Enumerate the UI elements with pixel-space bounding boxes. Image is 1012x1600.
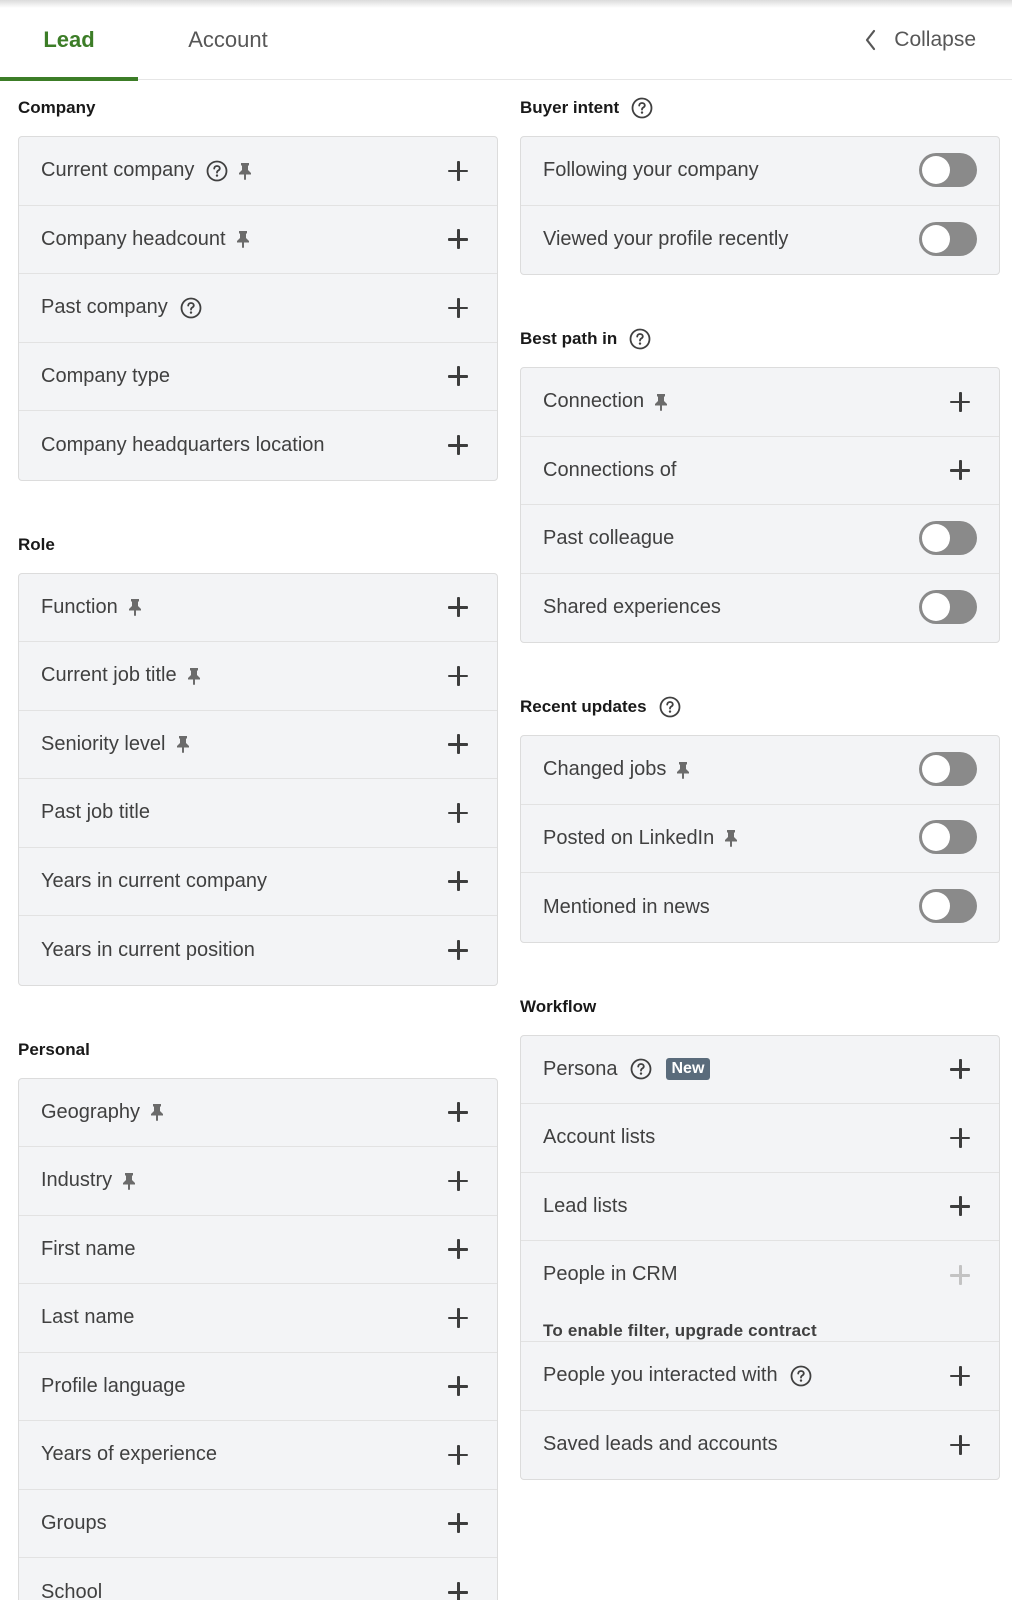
filter-function[interactable] bbox=[19, 574, 497, 643]
filter-label: Saved leads and accounts bbox=[543, 1433, 778, 1456]
filter-connection[interactable] bbox=[521, 368, 999, 437]
filter-current-company[interactable] bbox=[19, 137, 497, 206]
pin-icon bbox=[187, 667, 201, 685]
pin-icon bbox=[236, 230, 250, 248]
add-filter-button[interactable] bbox=[447, 1101, 469, 1123]
toggle-switch[interactable] bbox=[919, 521, 977, 555]
pin-icon bbox=[724, 829, 738, 847]
filter-label: Current company bbox=[41, 159, 195, 182]
filter-years-in-current-position[interactable] bbox=[19, 916, 497, 985]
filter-people-in-crm bbox=[521, 1241, 999, 1342]
filter-changed-jobs bbox=[521, 736, 999, 805]
filter-label: Groups bbox=[41, 1511, 107, 1534]
add-filter-button-disabled bbox=[949, 1264, 971, 1286]
filter-seniority-level[interactable] bbox=[19, 711, 497, 780]
filter-first-name[interactable] bbox=[19, 1216, 497, 1285]
filter-label: Past company bbox=[41, 296, 168, 319]
new-badge: New bbox=[666, 1058, 711, 1080]
filter-label: Last name bbox=[41, 1306, 135, 1329]
add-filter-button[interactable] bbox=[949, 1434, 971, 1456]
filter-label: Profile language bbox=[41, 1374, 186, 1397]
filter-industry[interactable] bbox=[19, 1147, 497, 1216]
filter-label: Company type bbox=[41, 364, 170, 387]
filter-group-recent-updates bbox=[520, 735, 1000, 943]
filter-company-headcount[interactable] bbox=[19, 206, 497, 275]
filter-label: People you interacted with bbox=[543, 1364, 778, 1387]
filter-group-personal bbox=[18, 1078, 498, 1600]
add-filter-button[interactable] bbox=[447, 596, 469, 618]
filter-people-you-interacted-with[interactable] bbox=[521, 1342, 999, 1411]
filter-label: Current job title bbox=[41, 664, 177, 687]
section-title-workflow: Workflow bbox=[520, 996, 597, 1016]
add-filter-button[interactable] bbox=[447, 802, 469, 824]
filter-label: School bbox=[41, 1580, 103, 1600]
tab-bar bbox=[0, 0, 1012, 80]
toggle-switch[interactable] bbox=[919, 820, 977, 854]
section-title-buyer-intent: Buyer intent bbox=[520, 80, 1000, 136]
pin-icon bbox=[150, 1103, 164, 1121]
chevron-left-icon bbox=[860, 28, 882, 52]
filter-years-of-experience[interactable] bbox=[19, 1421, 497, 1490]
section-title-personal: Personal bbox=[18, 1039, 90, 1059]
filter-label: Years in current company bbox=[41, 869, 268, 892]
filter-label: Connection bbox=[543, 390, 645, 413]
filter-label: Company headquarters location bbox=[41, 433, 325, 456]
right-column bbox=[520, 80, 1000, 1516]
add-filter-button[interactable] bbox=[447, 297, 469, 319]
section-title-recent-updates: Recent updates bbox=[520, 679, 1000, 735]
section-title-role: Role bbox=[18, 534, 55, 554]
tab-account[interactable]: Account bbox=[188, 27, 268, 52]
filter-viewed-your-profile-recently bbox=[521, 206, 999, 275]
filter-past-job-title[interactable] bbox=[19, 779, 497, 848]
add-filter-button[interactable] bbox=[949, 1365, 971, 1387]
filter-label: Seniority level bbox=[41, 732, 166, 755]
pin-icon bbox=[122, 1172, 136, 1190]
filter-company-headquarters-location[interactable] bbox=[19, 411, 497, 480]
add-filter-button[interactable] bbox=[949, 1058, 971, 1080]
pin-icon bbox=[176, 735, 190, 753]
add-filter-button[interactable] bbox=[447, 365, 469, 387]
filter-label: Years in current position bbox=[41, 938, 255, 961]
filter-label: Mentioned in news bbox=[543, 895, 710, 918]
filter-label: Posted on LinkedIn bbox=[543, 826, 715, 849]
filter-group-workflow bbox=[520, 1035, 1000, 1481]
help-circle-icon[interactable] bbox=[206, 160, 228, 182]
filter-label: Shared experiences bbox=[543, 596, 721, 619]
filter-label: Geography bbox=[41, 1100, 140, 1123]
filter-label: Account lists bbox=[543, 1126, 656, 1149]
filter-lead-lists[interactable] bbox=[521, 1173, 999, 1242]
filter-label: Years of experience bbox=[41, 1443, 218, 1466]
pin-icon bbox=[128, 598, 142, 616]
toggle-switch[interactable] bbox=[919, 752, 977, 786]
filter-mentioned-in-news bbox=[521, 873, 999, 942]
filter-group-role bbox=[18, 573, 498, 986]
add-filter-button[interactable] bbox=[447, 1375, 469, 1397]
filter-connections-of[interactable] bbox=[521, 437, 999, 506]
add-filter-button[interactable] bbox=[447, 1170, 469, 1192]
filter-label: Industry bbox=[41, 1169, 113, 1192]
filter-geography[interactable] bbox=[19, 1079, 497, 1148]
filter-years-in-current-company[interactable] bbox=[19, 848, 497, 917]
filter-shared-experiences bbox=[521, 574, 999, 643]
filter-label: Function bbox=[41, 595, 118, 618]
left-column bbox=[18, 80, 498, 1600]
section-title-best-path-in: Best path in bbox=[520, 311, 1000, 367]
add-filter-button[interactable] bbox=[447, 228, 469, 250]
filter-label: Persona bbox=[543, 1057, 618, 1080]
add-filter-button[interactable] bbox=[447, 1238, 469, 1260]
filter-label: First name bbox=[41, 1237, 136, 1260]
filter-label: Connections of bbox=[543, 458, 677, 481]
add-filter-button[interactable] bbox=[447, 160, 469, 182]
filter-persona[interactable] bbox=[521, 1036, 999, 1105]
filter-company-type[interactable] bbox=[19, 343, 497, 412]
toggle-switch[interactable] bbox=[919, 590, 977, 624]
pin-icon bbox=[654, 393, 668, 411]
section-title-company: Company bbox=[18, 98, 96, 117]
help-circle-icon[interactable] bbox=[631, 97, 653, 119]
add-filter-button[interactable] bbox=[949, 1127, 971, 1149]
filter-current-job-title[interactable] bbox=[19, 642, 497, 711]
add-filter-button[interactable] bbox=[447, 1581, 469, 1600]
collapse-button[interactable] bbox=[860, 22, 976, 58]
help-circle-icon[interactable] bbox=[629, 328, 651, 350]
add-filter-button[interactable] bbox=[447, 1444, 469, 1466]
filter-profile-language[interactable] bbox=[19, 1353, 497, 1422]
filter-label: People in CRM bbox=[543, 1262, 678, 1285]
help-circle-icon[interactable] bbox=[790, 1365, 812, 1387]
tab-lead[interactable]: Lead bbox=[0, 0, 138, 80]
add-filter-button[interactable] bbox=[949, 459, 971, 481]
add-filter-button[interactable] bbox=[949, 391, 971, 413]
help-circle-icon[interactable] bbox=[659, 696, 681, 718]
toggle-switch[interactable] bbox=[919, 889, 977, 923]
upgrade-note: To enable filter, upgrade contract bbox=[543, 1321, 817, 1340]
help-circle-icon[interactable] bbox=[180, 297, 202, 319]
filter-groups[interactable] bbox=[19, 1490, 497, 1559]
filter-posted-on-linkedin bbox=[521, 805, 999, 874]
add-filter-button[interactable] bbox=[447, 733, 469, 755]
collapse-label: Collapse bbox=[894, 28, 976, 51]
filter-past-colleague bbox=[521, 505, 999, 574]
filter-group-company bbox=[18, 136, 498, 481]
filter-label: Viewed your profile recently bbox=[543, 228, 789, 251]
filter-group-best-path-in bbox=[520, 367, 1000, 643]
toggle-switch[interactable] bbox=[919, 222, 977, 256]
pin-icon bbox=[238, 162, 252, 180]
filter-past-company[interactable] bbox=[19, 274, 497, 343]
filter-label: Lead lists bbox=[543, 1194, 628, 1217]
add-filter-button[interactable] bbox=[447, 1307, 469, 1329]
filter-label: Past job title bbox=[41, 801, 150, 824]
filter-last-name[interactable] bbox=[19, 1284, 497, 1353]
filter-school[interactable] bbox=[19, 1558, 497, 1600]
add-filter-button[interactable] bbox=[949, 1195, 971, 1217]
filter-label: Company headcount bbox=[41, 227, 226, 250]
add-filter-button[interactable] bbox=[447, 939, 469, 961]
help-circle-icon[interactable] bbox=[630, 1058, 652, 1080]
toggle-switch[interactable] bbox=[919, 153, 977, 187]
filter-label: Changed jobs bbox=[543, 758, 667, 781]
add-filter-button[interactable] bbox=[447, 1512, 469, 1534]
filter-account-lists[interactable] bbox=[521, 1104, 999, 1173]
filter-following-your-company bbox=[521, 137, 999, 206]
filter-label: Past colleague bbox=[543, 527, 675, 550]
filter-label: Following your company bbox=[543, 159, 759, 182]
filter-group-buyer-intent bbox=[520, 136, 1000, 275]
add-filter-button[interactable] bbox=[447, 665, 469, 687]
add-filter-button[interactable] bbox=[447, 434, 469, 456]
add-filter-button[interactable] bbox=[447, 870, 469, 892]
pin-icon bbox=[676, 761, 690, 779]
filter-saved-leads-and-accounts[interactable] bbox=[521, 1411, 999, 1480]
